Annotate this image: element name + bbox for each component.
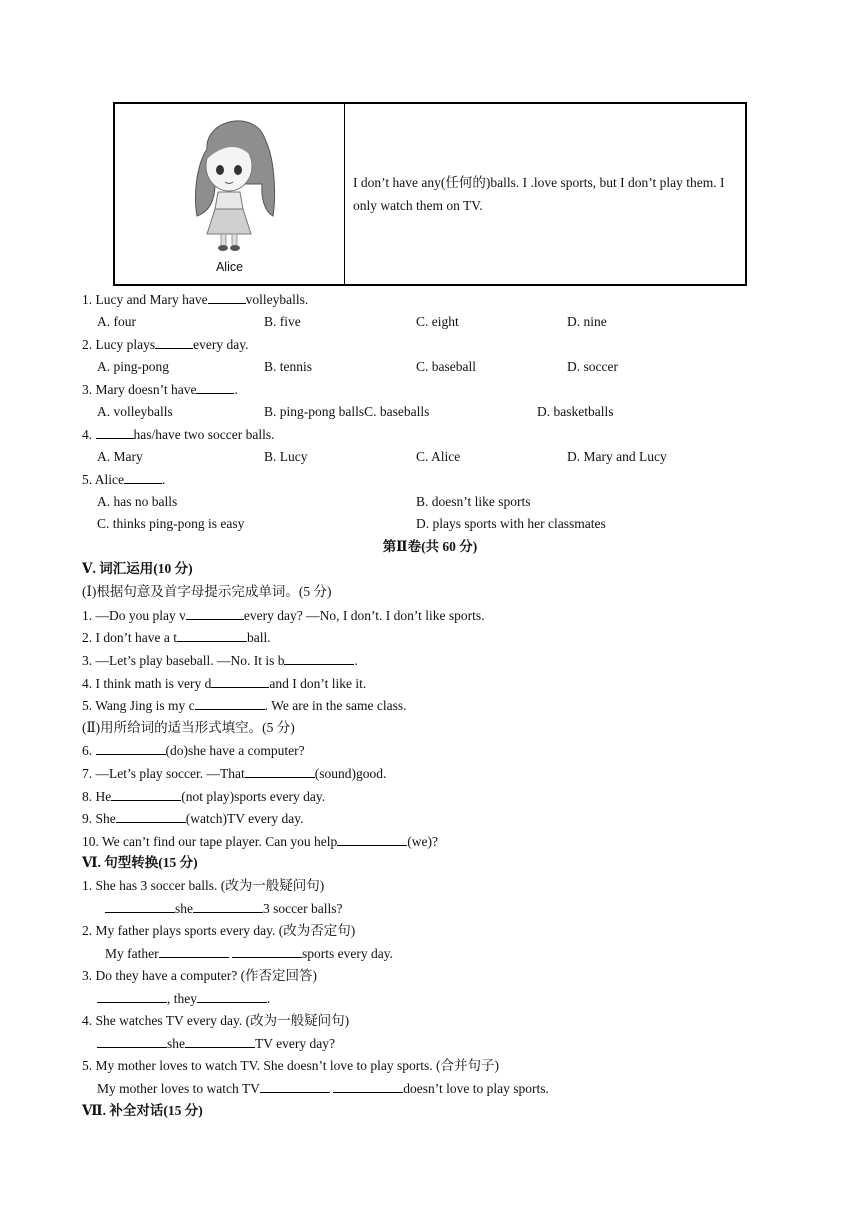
- option: A. Mary: [97, 449, 143, 464]
- reading-q5: 5. Alice .: [82, 472, 166, 487]
- option: B. doesn’t like sports: [416, 494, 531, 509]
- reading-q4: 4. has/have two soccer balls.: [82, 427, 275, 442]
- vocab-q2: 2. I don’t have a t ball.: [82, 630, 271, 645]
- answer-blank[interactable]: [333, 1079, 403, 1093]
- avatar-caption: Alice: [215, 260, 244, 274]
- answer-blank[interactable]: [260, 1079, 330, 1093]
- reading-q2: 2. Lucy plays every day.: [82, 337, 249, 352]
- section-6-heading: Ⅵ. 句型转换(15 分): [82, 855, 198, 870]
- option: B. Lucy: [264, 449, 308, 464]
- section-5-heading: Ⅴ. 词汇运用(10 分): [82, 561, 193, 576]
- answer-blank[interactable]: [177, 628, 247, 642]
- alice-text: I don’t have any(任何的)balls. I .love sports, but I don’t play them. I only watch them on TV.: [353, 175, 725, 213]
- answer-blank[interactable]: [245, 764, 315, 778]
- option: D. Mary and Lucy: [567, 449, 667, 464]
- answer-blank[interactable]: [196, 380, 234, 394]
- transform-a5: My mother loves to watch TV doesn’t love to play sports.: [97, 1081, 549, 1096]
- answer-blank[interactable]: [111, 787, 181, 801]
- answer-blank[interactable]: [208, 290, 246, 304]
- option: A. four: [97, 314, 136, 329]
- answer-blank[interactable]: [197, 989, 267, 1003]
- answer-blank[interactable]: [195, 696, 265, 710]
- option: D. basketballs: [537, 404, 614, 419]
- answer-blank[interactable]: [124, 470, 162, 484]
- transform-a3: , they .: [97, 989, 270, 1008]
- girl-avatar-icon: [115, 104, 344, 284]
- transform-q4: 4. She watches TV every day. (改为一般疑问句): [82, 1013, 350, 1028]
- option: B. tennis: [264, 359, 313, 374]
- answer-blank[interactable]: [211, 674, 269, 688]
- answer-blank[interactable]: [116, 809, 186, 823]
- answer-blank[interactable]: [186, 606, 244, 620]
- vocab-q5: 5. Wang Jing is my c . We are in the same class.: [82, 698, 407, 713]
- transform-q3: 3. Do they have a computer? (作否定回答): [82, 968, 318, 983]
- intro-table: [113, 102, 747, 286]
- answer-blank[interactable]: [337, 832, 407, 846]
- section-7-heading: Ⅶ. 补全对话(15 分): [82, 1103, 203, 1118]
- answer-blank[interactable]: [193, 899, 263, 913]
- answer-blank[interactable]: [96, 741, 166, 755]
- option: C. baseball: [416, 359, 476, 374]
- vocab-q1: 1. —Do you play v every day? —No, I don’t. I don’t like sports.: [82, 608, 485, 623]
- answer-blank[interactable]: [284, 651, 354, 665]
- answer-blank[interactable]: [155, 335, 193, 349]
- transform-a1: she 3 soccer balls?: [105, 899, 342, 918]
- part2-title: 第Ⅱ卷(共 60 分): [382, 539, 478, 554]
- option: D. nine: [567, 314, 607, 329]
- option: D. plays sports with her classmates: [416, 516, 606, 531]
- option: C. eight: [416, 314, 459, 329]
- option: C. thinks ping-pong is easy: [97, 516, 245, 531]
- transform-q5: 5. My mother loves to watch TV. She doesn’t love to play sports. (合并句子): [82, 1058, 499, 1073]
- vocab-q4: 4. I think math is very d and I don’t like it.: [82, 676, 367, 691]
- answer-blank[interactable]: [97, 1034, 167, 1048]
- answer-blank[interactable]: [96, 425, 134, 439]
- option: D. soccer: [567, 359, 618, 374]
- transform-q1: 1. She has 3 soccer balls. (改为一般疑问句): [82, 878, 325, 893]
- option: A. ping-pong: [97, 359, 169, 374]
- answer-blank[interactable]: [97, 989, 167, 1003]
- reading-q3: 3. Mary doesn’t have .: [82, 382, 238, 397]
- form-q10: 10. We can’t find our tape player. Can you help (we)?: [82, 834, 438, 849]
- form-q7: 7. —Let’s play soccer. —That (sound)good.: [82, 766, 387, 781]
- reading-q1: 1. Lucy and Mary have volleyballs.: [82, 292, 309, 307]
- answer-blank[interactable]: [232, 944, 302, 958]
- transform-a4: she TV every day?: [97, 1034, 335, 1053]
- option: B. ping-pong ballsC. baseballs: [264, 404, 430, 419]
- transform-a2: My father sports every day.: [105, 946, 393, 961]
- answer-blank[interactable]: [185, 1034, 255, 1048]
- option: A. volleyballs: [97, 404, 173, 419]
- avatar-cell: [115, 104, 345, 284]
- option: B. five: [264, 314, 301, 329]
- answer-blank[interactable]: [105, 899, 175, 913]
- form-q6: 6. (do)she have a computer?: [82, 743, 305, 758]
- option: A. has no balls: [97, 494, 178, 509]
- form-q9: 9. She (watch)TV every day.: [82, 811, 304, 826]
- answer-blank[interactable]: [159, 944, 229, 958]
- transform-q2: 2. My father plays sports every day. (改为否定句): [82, 923, 356, 938]
- section-5-sub1: (Ⅰ)根据句意及首字母提示完成单词。(5 分): [82, 584, 332, 599]
- section-5-sub2: (Ⅱ)用所给词的适当形式填空。(5 分): [82, 720, 295, 735]
- option: C. Alice: [416, 449, 461, 464]
- vocab-q3: 3. —Let’s play baseball. —No. It is b .: [82, 653, 358, 668]
- form-q8: 8. He (not play)sports every day.: [82, 789, 326, 804]
